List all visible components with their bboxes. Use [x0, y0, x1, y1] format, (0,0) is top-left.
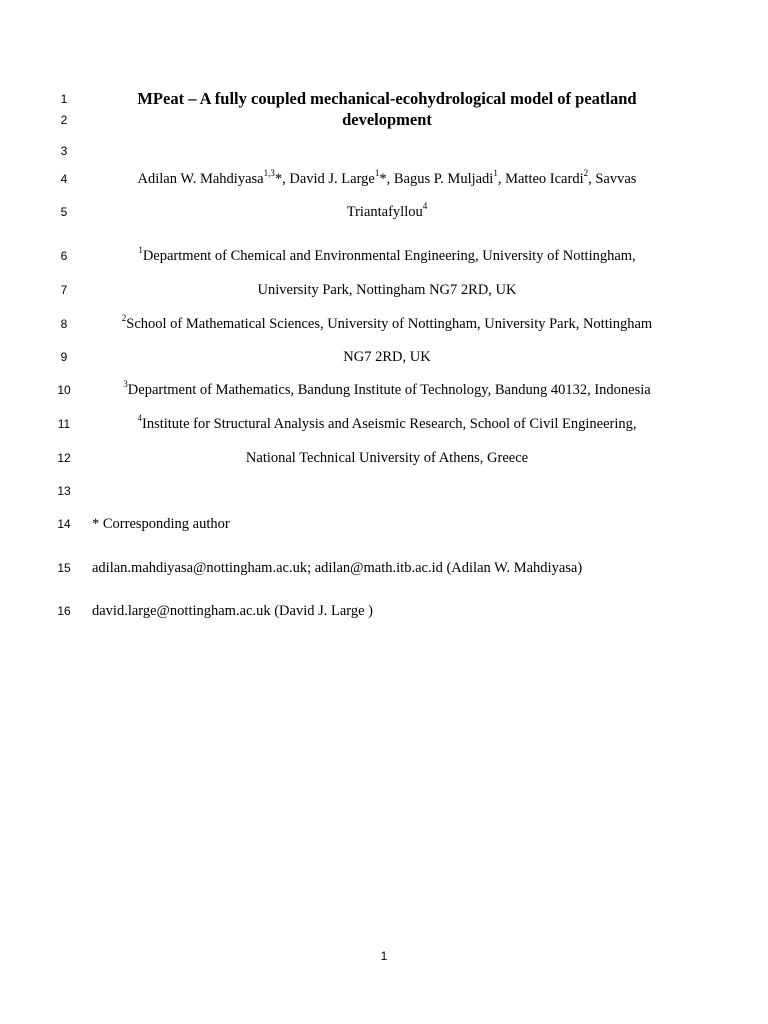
author-separator: , Savvas	[588, 171, 637, 187]
line-number: 16	[57, 604, 71, 618]
affiliation-superscript: 3	[123, 379, 128, 390]
corresponding-email-1: adilan.mahdiyasa@nottingham.ac.uk; adilan@math.itb.ac.id (Adilan W. Mahdiyasa)	[92, 560, 583, 576]
corresponding-mark: *,	[274, 171, 290, 187]
author-list-line2	[92, 203, 682, 221]
affiliation-superscript: 1	[374, 168, 380, 179]
author-name: Bagus P. Muljadi	[393, 171, 494, 187]
affiliation-text: Department of Mathematics, Bandung Institute of Technology, Bandung 40132, Indonesia	[127, 382, 651, 398]
affiliation-text: Institute for Structural Analysis and Aseismic Research, School of Civil Engineering,	[141, 416, 637, 432]
affiliation-4-line2: National Technical University of Athens, Greece	[245, 450, 529, 466]
line-number: 12	[57, 451, 71, 465]
author-name: Adilan W. Mahdiyasa	[137, 171, 264, 187]
line-number: 9	[60, 350, 68, 364]
line-number: 13	[57, 484, 71, 498]
line-number: 5	[60, 205, 68, 219]
affiliation-1-line1	[92, 247, 682, 265]
author-name: Matteo Icardi	[505, 171, 584, 187]
author-separator: ,	[497, 171, 506, 187]
line-number: 4	[60, 172, 68, 186]
page-number: 1	[380, 949, 388, 963]
affiliation-2-line1	[92, 315, 682, 333]
affiliation-superscript: 1	[138, 245, 143, 256]
author-name: David J. Large	[289, 171, 375, 187]
line-number: 8	[60, 317, 68, 331]
affiliation-superscript: 1	[493, 168, 498, 179]
paper-title-line1: MPeat – A fully coupled mechanical-ecohydrological model of peatland	[137, 89, 637, 108]
line-number: 2	[60, 113, 68, 127]
affiliation-2-line2: NG7 2RD, UK	[343, 349, 431, 365]
paper-title-line2: development	[342, 110, 432, 129]
affiliation-superscript: 2	[583, 168, 589, 179]
author-list-line1	[92, 170, 682, 188]
line-number: 1	[60, 92, 68, 106]
affiliation-superscript: 2	[121, 313, 127, 324]
line-number: 3	[60, 144, 68, 158]
affiliation-text: School of Mathematical Sciences, University of Nottingham, University Park, Nottingham	[126, 316, 653, 332]
author-name: Triantafyllou	[346, 204, 423, 220]
line-number: 11	[57, 417, 71, 431]
affiliation-superscript: 4	[422, 201, 428, 212]
line-number: 6	[60, 249, 68, 263]
corresponding-author-label: * Corresponding author	[92, 516, 230, 532]
affiliation-superscript: 1,3	[263, 168, 275, 179]
affiliation-4-line1	[92, 415, 682, 433]
affiliation-superscript: 4	[137, 413, 142, 424]
line-number: 10	[57, 383, 71, 397]
affiliation-3-line1	[92, 381, 682, 399]
corresponding-email-2: david.large@nottingham.ac.uk (David J. Large )	[92, 603, 373, 619]
line-number: 7	[60, 283, 68, 297]
line-number: 15	[57, 561, 71, 575]
affiliation-text: Department of Chemical and Environmental Engineering, University of Nottingham,	[142, 248, 636, 264]
corresponding-mark: *,	[379, 171, 394, 187]
affiliation-1-line2: University Park, Nottingham NG7 2RD, UK	[257, 282, 517, 298]
line-number: 14	[57, 517, 71, 531]
